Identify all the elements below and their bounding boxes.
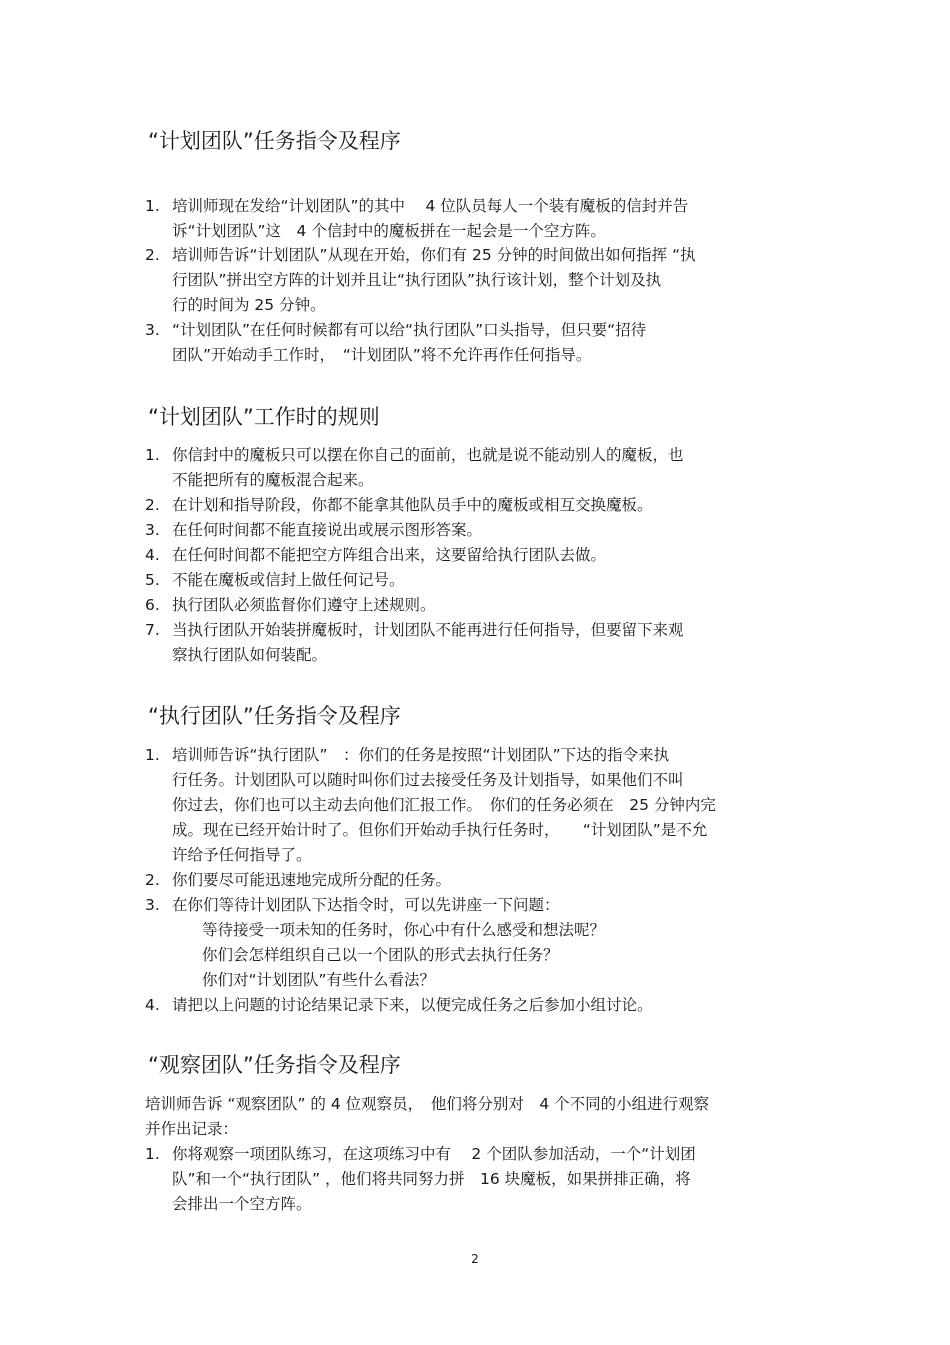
list-item bbox=[145, 618, 815, 668]
question-item: 你们会怎样组织自己以一个团队的形式去执行任务？ bbox=[202, 946, 559, 964]
list-text: 在任何时间都不能把空方阵组合出来，这要留给执行团队去做。 bbox=[172, 546, 607, 564]
list-item bbox=[145, 518, 815, 543]
list-text: 在任何时间都不能直接说出或展示图形答案。 bbox=[172, 521, 483, 539]
list-number: 7. bbox=[145, 621, 160, 639]
list-item bbox=[145, 593, 815, 618]
list-text: “计划团队”在任何时候都有可以给“执行团队”口头指导，但只要“招待 团队”开始动手工作时， “计划团队”将不允许再作任何指导。 bbox=[172, 321, 647, 364]
list-item bbox=[145, 318, 815, 368]
list-item bbox=[145, 1142, 815, 1217]
list-item bbox=[145, 493, 815, 518]
list-text: 培训师告诉“执行团队” ：你们的任务是按照“计划团队”下达的指令来执 行任务。计划团队可以随时叫你们过去接受任务及计划指导，如果他们不叫 你过去，你们也可以主动去向他们汇报工作。 你们的任务必须在 25 分钟内完 成。现在已经开始计时了。但你们开始动手执行任务时， “计划团队”是不允 许给予任何指导了。 bbox=[172, 746, 716, 864]
page-number: 2 bbox=[471, 1252, 479, 1266]
list-text: 当执行团队开始装拼魔板时，计划团队不能再进行任何指导，但要留下来观 察执行团队如何装配。 bbox=[172, 621, 684, 664]
list-text: 在你们等待计划团队下达指令时，可以先讲座一下问题： bbox=[172, 896, 560, 914]
list-text: 请把以上问题的讨论结果记录下来，以便完成任务之后参加小组讨论。 bbox=[172, 996, 653, 1014]
list-item bbox=[145, 893, 815, 918]
list-text: 执行团队必须监督你们遵守上述规则。 bbox=[172, 596, 436, 614]
section-title-plan-rules: “计划团队”工作时的规则 bbox=[148, 405, 380, 429]
list-item bbox=[145, 243, 815, 318]
list-item bbox=[145, 743, 815, 868]
list-item bbox=[145, 868, 815, 893]
list-item bbox=[145, 993, 815, 1018]
list-item bbox=[145, 568, 815, 593]
list-text: 你信封中的魔板只可以摆在你自己的面前，也就是说不能动别人的魔板，也 不能把所有的魔板混合起来。 bbox=[172, 446, 684, 489]
list-number: 1. bbox=[145, 446, 160, 464]
list-text: 不能在魔板或信封上做任何记号。 bbox=[172, 571, 405, 589]
section-title-plan-tasks: “计划团队”任务指令及程序 bbox=[148, 129, 401, 153]
section-title-exec-tasks: “执行团队”任务指令及程序 bbox=[148, 704, 401, 728]
question-item: 等待接受一项未知的任务时，你心中有什么感受和想法呢？ bbox=[202, 921, 606, 939]
list-number: 5. bbox=[145, 571, 160, 589]
intro-paragraph: 培训师告诉 “观察团队” 的 4 位观察员， 他们将分别对 4 个不同的小组进行观察 并作出记录： bbox=[145, 1095, 710, 1138]
list-number: 4. bbox=[145, 546, 160, 564]
list-text: 在计划和指导阶段，你都不能拿其他队员手中的魔板或相互交换魔板。 bbox=[172, 496, 653, 514]
list-number: 4. bbox=[145, 996, 160, 1014]
list-number: 3. bbox=[145, 521, 160, 539]
list-number: 1. bbox=[145, 746, 160, 764]
list-number: 2. bbox=[145, 871, 160, 889]
list-number: 3. bbox=[145, 896, 160, 914]
list-number: 2. bbox=[145, 496, 160, 514]
list-number: 1. bbox=[145, 197, 160, 215]
list-text: 培训师现在发给“计划团队”的其中 4 位队员每人一个装有魔板的信封并告 诉“计划团队”这 4 个信封中的魔板拼在一起会是一个空方阵。 bbox=[172, 197, 689, 240]
list-number: 1. bbox=[145, 1145, 160, 1163]
list-number: 2. bbox=[145, 246, 160, 264]
list-text: 培训师告诉“计划团队”从现在开始，你们有 25 分钟的时间做出如何指挥 “执 行团队”拼出空方阵的计划并且让“执行团队”执行该计划，整个计划及执 行的时间为 25 分钟。 bbox=[172, 246, 696, 314]
list-item bbox=[145, 443, 815, 493]
question-item: 你们对“计划团队”有些什么看法？ bbox=[202, 971, 436, 989]
list-number: 6. bbox=[145, 596, 160, 614]
list-number: 3. bbox=[145, 321, 160, 339]
list-text: 你将观察一项团队练习，在这项练习中有 2 个团队参加活动，一个“计划团 队”和一个“执行团队” ，他们将共同努力拼 16 块魔板，如果拼排正确，将 会排出一个空方阵。 bbox=[172, 1145, 696, 1213]
list-item bbox=[145, 543, 815, 568]
list-text: 你们要尽可能迅速地完成所分配的任务。 bbox=[172, 871, 452, 889]
list-item bbox=[145, 194, 815, 244]
section-title-observe-tasks: “观察团队”任务指令及程序 bbox=[148, 1053, 401, 1077]
